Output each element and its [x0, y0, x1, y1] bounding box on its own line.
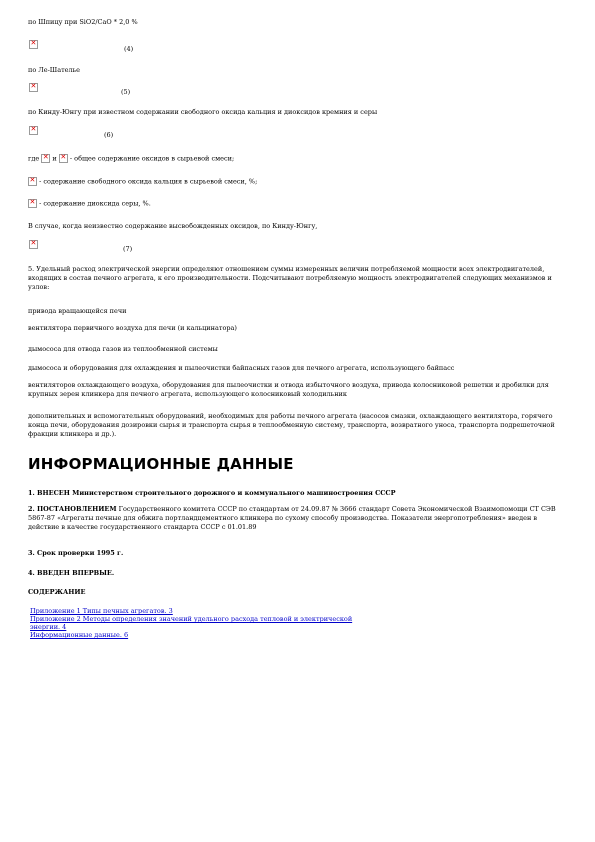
broken-image-icon: [59, 154, 68, 163]
and-word: и: [52, 154, 57, 163]
broken-image-icon: [29, 40, 38, 49]
paragraph-5: 5. Удельный расход электрической энергии определяют отношением суммы измеренных величин потребляемой мощности всех электродвигателей, входящих в состав печного агрегата, к его производительности. Подсчитывают потребляемую мощность электродвигателей следующих механизмов и узлов:: [28, 265, 552, 291]
equation-number-4: (4): [124, 45, 134, 53]
mechanism-item: вентиляторов охлаждающего воздуха, оборудования для пылеочистки и отвода избыточного воздуха, привода колосниковой решетки и дробилки для крупных зерен клинкера для печного агрегата, использующего колосниковый холодильник: [28, 381, 549, 398]
free-cao-text: - содержание свободного оксида кальция в сырьевой смеси, %;: [39, 177, 258, 186]
mechanism-item: вентилятора первичного воздуха для печи (и кальцинатора): [28, 324, 237, 332]
where-rest: - общее содержание оксидов в сырьевой смеси;: [69, 154, 235, 163]
info-item-1: 1. ВНЕСЕН Министерством строительного дорожного и коммунального машиностроения СССР: [28, 489, 396, 497]
so2-text: - содержание диоксида серы, %.: [39, 199, 151, 208]
mechanism-item: дымососа и оборудования для охлаждения и пылеочистки байпасных газов для печного агрегата, использующего байпасс: [28, 364, 455, 372]
line-where: [28, 154, 234, 164]
info-item-2: [28, 505, 556, 532]
where-prefix: где: [28, 154, 40, 163]
mechanism-item: дополнительных и вспомогательных оборудований, необходимых для работы печного агрегата (насосов смазки, охлаждающего вентилятора, горячего конца печи, оборудования дозировки сырья и транспорта сырья в теплообменную систему, транспорта, возвратного уноса, транспорта подрешеточной фракции клинкера и др.).: [28, 412, 555, 438]
info-item-2-lead: 2. ПОСТАНОВЛЕНИЕМ: [28, 505, 117, 513]
line-so2: [28, 199, 151, 209]
broken-image-icon: [41, 154, 50, 163]
info-item-3: 3. Срок проверки 1995 г.: [28, 549, 124, 557]
equation-number-6: (6): [104, 131, 114, 139]
broken-image-icon: [28, 177, 37, 186]
line-free-cao: [28, 177, 257, 187]
line-le-chatelier: по Ле-Шателье: [28, 66, 81, 74]
toc-link-appendix-2-cont[interactable]: энергии. 4: [30, 623, 67, 631]
mechanism-item: дымососа для отвода газов из теплообменной системы: [28, 345, 218, 353]
line-shiptsu: по Шпицу при SiO2/CaO * 2,0 %: [28, 18, 138, 26]
toc-link-appendix-2[interactable]: Приложение 2 Методы определения значений удельного расхода тепловой и электрической: [30, 615, 353, 623]
broken-image-icon: [28, 199, 37, 208]
contents-label: СОДЕРЖАНИЕ: [28, 588, 86, 596]
broken-image-icon: [29, 126, 38, 135]
info-item-4: 4. ВВЕДЕН ВПЕРВЫЕ.: [28, 569, 115, 577]
equation-number-7: (7): [123, 245, 133, 253]
line-case: В случае, когда неизвестно содержание высвобожденных оксидов, по Кинду-Юнгу,: [28, 222, 318, 230]
info-item-2-text: Государственного комитета СССР по стандартам от 24.09.87 № 3666 стандарт Совета Экономической Взаимопомощи СТ СЭВ 5867-87 «Агрегаты печные для обжига портландцементного клинкера по сухому способу производства. Показатели энергопотребления» введен в действие в качестве государственного стандарта СССР с 01.01.89: [28, 505, 556, 531]
table-of-contents: [30, 607, 352, 639]
line-kind-yung: по Кинду-Юнгу при известном содержании свободного оксида кальция и диоксидов кремния и серы: [28, 108, 378, 116]
toc-link-appendix-1[interactable]: Приложение 1 Типы печных агрегатов. 3: [30, 607, 173, 615]
equation-number-5: (5): [121, 88, 131, 96]
toc-link-info-data[interactable]: Информационные данные. 6: [30, 631, 129, 639]
info-heading: ИНФОРМАЦИОННЫЕ ДАННЫЕ: [28, 455, 294, 473]
broken-image-icon: [29, 83, 38, 92]
mechanism-item: привода вращающейся печи: [28, 307, 127, 315]
broken-image-icon: [29, 240, 38, 249]
